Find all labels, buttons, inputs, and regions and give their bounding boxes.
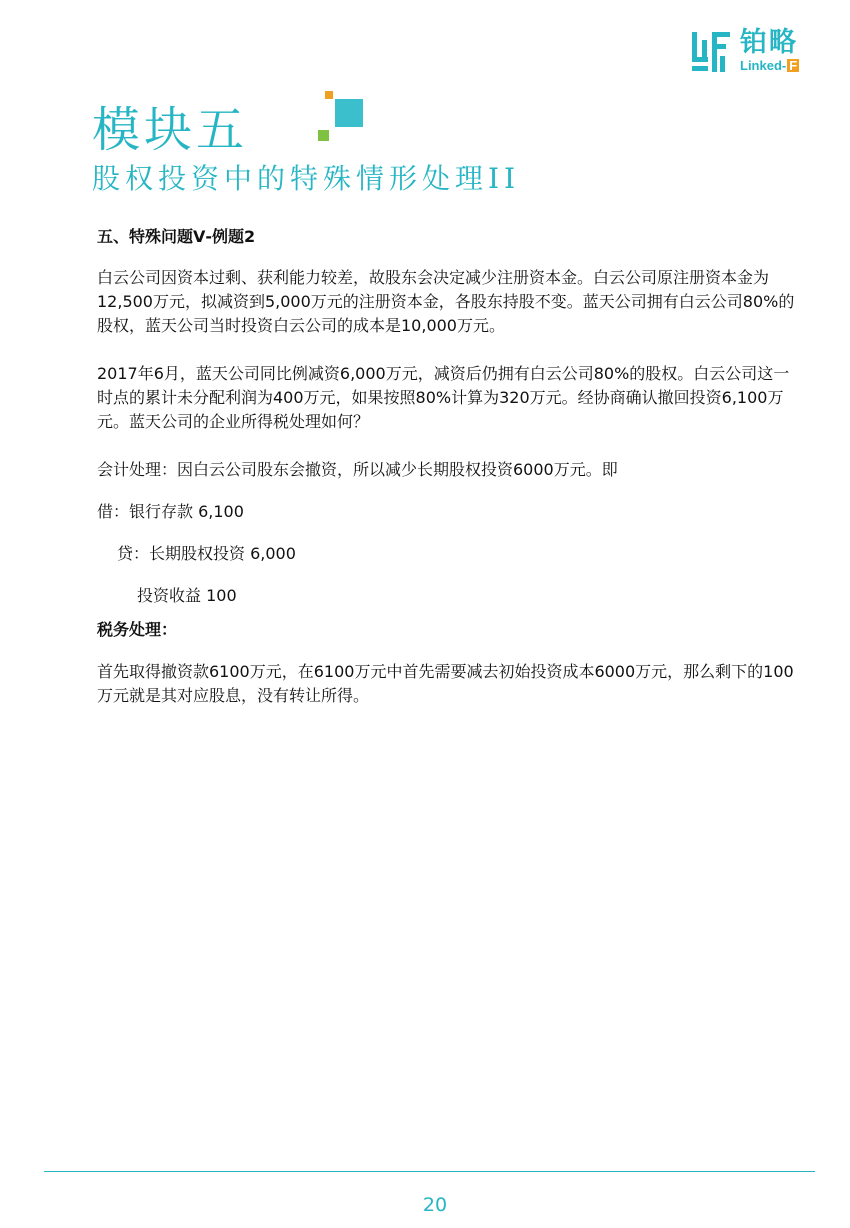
paragraph-background: 白云公司因资本过剩、获利能力较差，故股东会决定减少注册资本金。白云公司原注册资本金为12,500万元，拟减资到5,000万元的注册资本金，各股东持股不变。蓝天公司拥有白云公司80%的股权，蓝天公司当时投资白云公司的成本是10,000万元。 (97, 268, 795, 335)
module-subtitle: 股权投资中的特殊情形处理II (92, 162, 521, 195)
tax-treatment-paragraph: 首先取得撤资款6100万元，在6100万元中首先需要减去初始投资成本6000万元，那么剩下的100万元就是其对应股息，没有转让所得。 (97, 662, 794, 705)
decorative-square-orange (325, 91, 333, 99)
journal-entry-debit: 借：银行存款 6,100 (97, 502, 244, 521)
document-body (97, 225, 797, 708)
module-title: 模块五 (92, 102, 249, 158)
page-number: 20 (422, 1194, 448, 1216)
footer-divider (44, 1171, 815, 1172)
brand-name-cn: 铂略 (740, 27, 798, 58)
decorative-square-blue (335, 99, 363, 127)
decorative-square-green (318, 130, 329, 141)
journal-entry-credit-income: 投资收益 100 (137, 586, 237, 605)
brand-name-en-suffix: F (789, 58, 798, 73)
paragraph-reduction: 2017年6月，蓝天公司同比例减资6,000万元，减资后仍拥有白云公司80%的股权。白云公司这一时点的累计未分配利润为400万元，如果按照80%计算为320万元。经协商确认撤回投资6,100万元。蓝天公司的企业所得税处理如何？ (97, 364, 790, 431)
section-heading: 五、特殊问题Ⅴ-例题2 (97, 227, 256, 246)
brand-logo (692, 27, 812, 76)
logo-mark-icon (692, 32, 734, 72)
brand-name-en (740, 58, 799, 74)
accounting-treatment: 会计处理：因白云公司股东会撤资，所以减少长期股权投资6000万元。即 (97, 460, 618, 479)
tax-treatment-heading: 税务处理： (97, 620, 178, 639)
journal-entry-credit-investment: 贷：长期股权投资 6,000 (117, 544, 296, 563)
brand-name-en-prefix: Linked- (740, 58, 787, 73)
